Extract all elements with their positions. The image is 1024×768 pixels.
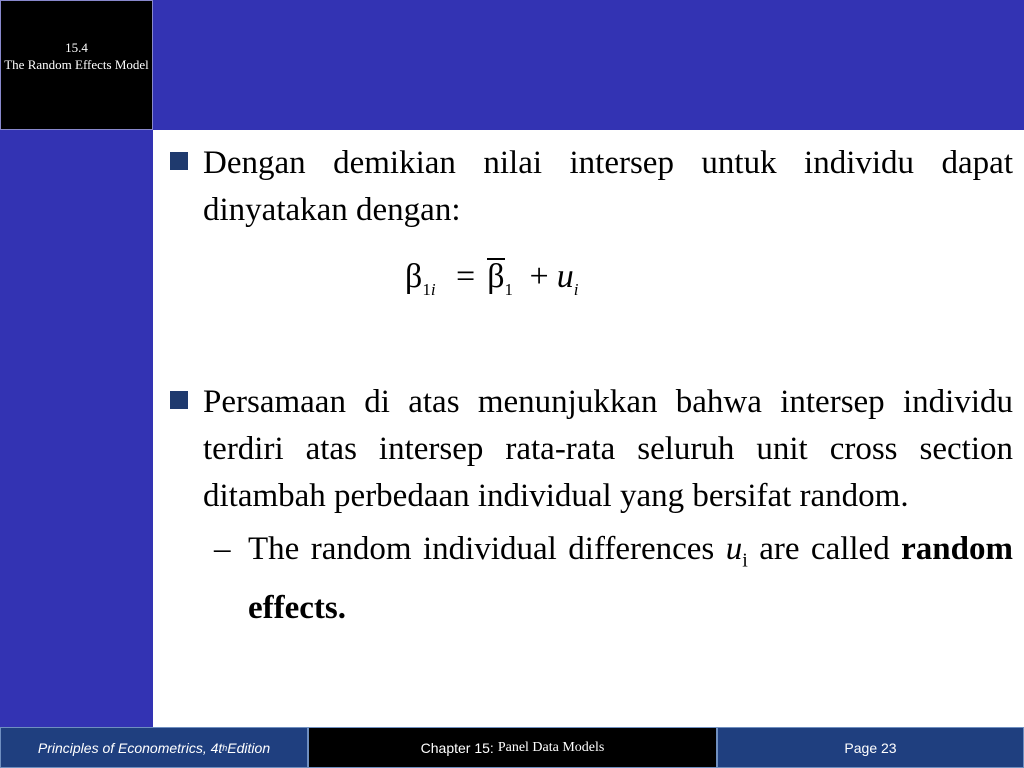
dash-icon: – <box>214 531 231 567</box>
bullet-square-icon <box>170 152 188 170</box>
equation-lhs-sub-var: i <box>430 279 436 299</box>
bullet-item-2 <box>170 379 1013 520</box>
slide-content <box>170 140 1013 632</box>
equation-plus: + <box>529 258 549 295</box>
bullet-item-1 <box>170 140 1013 234</box>
footer-chapter-title: Panel Data Models <box>497 739 605 755</box>
equation-equals: = <box>456 258 476 295</box>
footer-chapter <box>308 727 717 768</box>
left-banner <box>0 130 153 727</box>
equation-rhs-beta-bar: β <box>487 258 505 295</box>
section-header <box>0 0 153 130</box>
sub-bullet-variable: u <box>725 531 743 567</box>
sub-bullet-text-before: The random individual differences <box>248 531 726 567</box>
equation-rhs-var: u <box>556 258 574 295</box>
footer-book-suffix: Edition <box>227 739 271 756</box>
sub-bullet-bold-term: random effects. <box>248 531 1013 626</box>
equation-lhs-sub-num: 1 <box>422 279 431 299</box>
footer-book-prefix: Principles of Econometrics, 4t <box>37 739 223 756</box>
bullet-text-2: Persamaan di atas menunjukkan bahwa intersep individu terdiri atas intersep rata-rata seluruh unit cross section ditambah perbedaan individual yang bersifat random. <box>203 384 1013 514</box>
footer-chapter-label: Chapter 15: <box>420 739 494 756</box>
sub-bullet-text-after: are called <box>747 531 902 567</box>
equation-rhs-sub: 1 <box>504 279 514 299</box>
sub-bullet-item <box>170 526 1013 632</box>
equation-lhs-beta: β <box>405 258 423 295</box>
section-title: The Random Effects Model <box>4 57 149 72</box>
footer-book-sup: h <box>222 742 228 753</box>
bullet-text-1: Dengan demikian nilai intersep untuk individu dapat dinyatakan dengan: <box>203 145 1013 228</box>
equation-rhs-var-sub: i <box>573 279 579 299</box>
top-banner <box>0 0 1024 130</box>
footer-page-number: Page 23 <box>717 727 1024 768</box>
equation <box>405 258 578 300</box>
footer-book-title <box>0 727 308 768</box>
bullet-square-icon <box>170 391 188 409</box>
sub-bullet-variable-subscript: i <box>742 549 748 572</box>
footer-bar <box>0 727 1024 768</box>
section-number: 15.4 <box>65 40 88 55</box>
